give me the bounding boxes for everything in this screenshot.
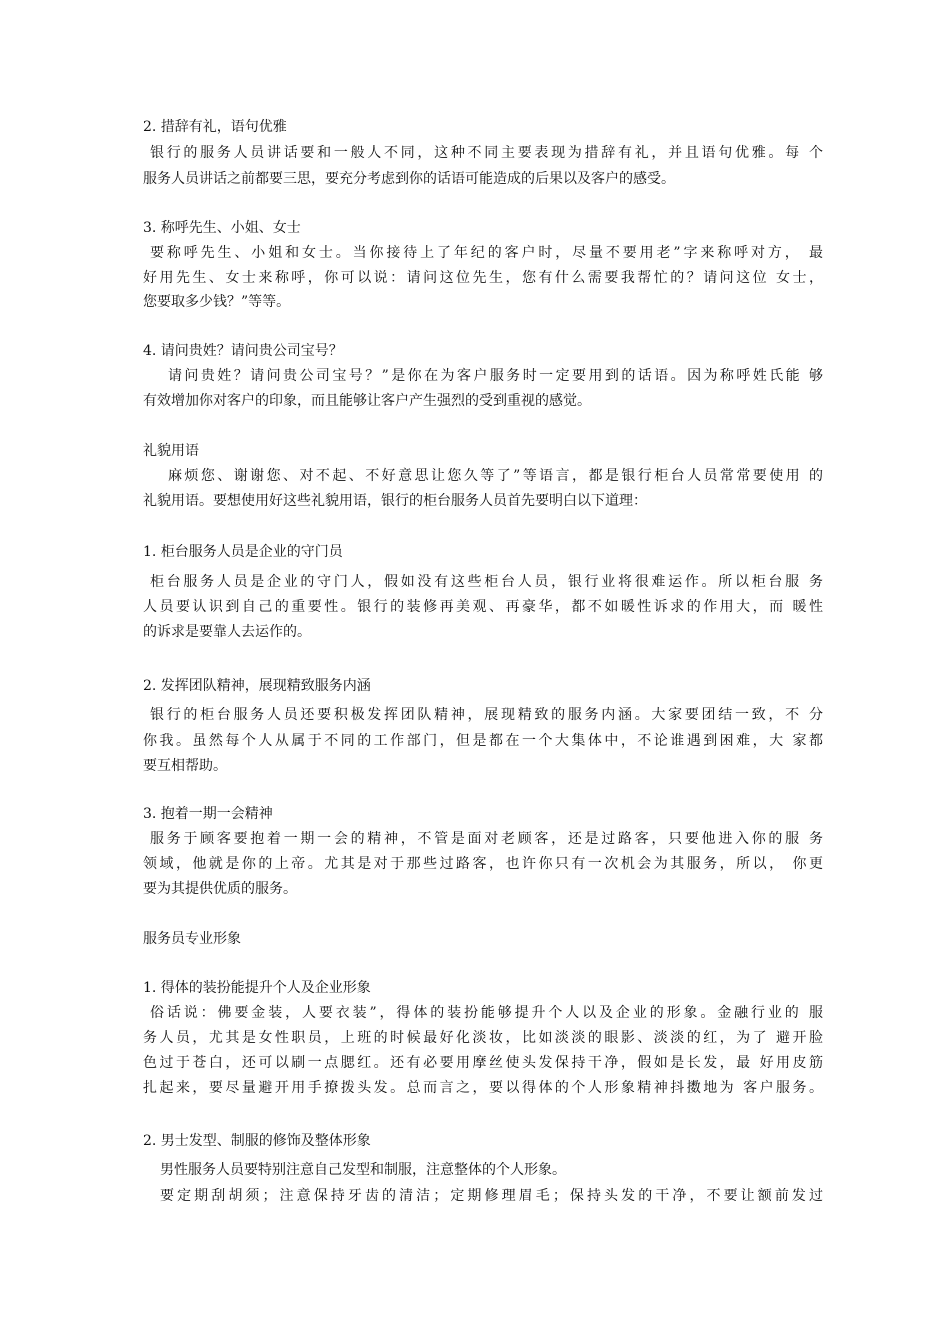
section-heading: 1. 得体的装扮能提升个人及企业形象 [143, 980, 371, 996]
paragraph-line: 银行的服务人员讲话要和一般人不同，这种不同主要表现为措辞有礼，并且语句优雅。每 个 [150, 145, 823, 161]
paragraph-line: 好用先生、女士来称呼，你可以说：请问这位先生，您有什么需要我帮忙的？请问这位 女士， [143, 270, 823, 286]
section-heading: 1. 柜台服务人员是企业的守门员 [143, 544, 343, 560]
paragraph-line: 请问贵姓？请问贵公司宝号？”是你在为客户服务时一定要用到的话语。因为称呼姓氏能 够 [168, 368, 823, 384]
paragraph-line: 您要取多少钱？”等等。 [143, 294, 291, 310]
paragraph-line: 礼貌用语。要想使用好这些礼貌用语，银行的柜台服务人员首先要明白以下道理： [143, 493, 647, 509]
section-heading: 服务员专业形象 [143, 931, 241, 947]
paragraph-line: 务人员，尤其是女性职员，上班的时候最好化淡妆，比如淡淡的眼影、淡淡的红，为了 避开脸 [143, 1030, 823, 1046]
section-heading: 2. 措辞有礼，语句优雅 [143, 119, 287, 135]
paragraph-line: 要为其提供优质的服务。 [143, 881, 297, 897]
paragraph-line: 俗话说：佛要金装，人要衣装”，得体的装扮能够提升个人以及企业的形象。金融行业的 服 [150, 1005, 823, 1021]
paragraph-line: 的诉求是要靠人去运作的。 [143, 624, 311, 640]
paragraph-line: 服务人员讲话之前都要三思，要充分考虑到你的话语可能造成的后果以及客户的感受。 [143, 171, 675, 187]
paragraph-line: 人员要认识到自己的重要性。银行的装修再美观、再豪华，都不如暖性诉求的作用大，而 暖性 [143, 599, 823, 615]
paragraph-line: 要称呼先生、小姐和女士。当你接待上了年纪的客户时，尽量不要用老”字来称呼对方， 最 [150, 245, 823, 261]
paragraph-line: 你我。虽然每个人从属于不同的工作部门，但是都在一个大集体中，不论谁遇到困难，大 家都 [143, 733, 823, 749]
paragraph-line: 麻烦您、谢谢您、对不起、不好意思让您久等了”等语言，都是银行柜台人员常常要使用 的 [168, 468, 823, 484]
section-heading: 礼貌用语 [143, 443, 199, 459]
paragraph-line: 柜台服务人员是企业的守门人，假如没有这些柜台人员，银行业将很难运作。所以柜台服 务 [150, 574, 823, 590]
section-heading: 4. 请问贵姓？请问贵公司宝号？ [143, 343, 343, 359]
paragraph-line: 男性服务人员要特别注意自己发型和制服，注意整体的个人形象。 [160, 1162, 566, 1178]
paragraph-line: 有效增加你对客户的印象，而且能够让客户产生强烈的受到重视的感觉。 [143, 393, 591, 409]
paragraph-line: 要定期刮胡须；注意保持牙齿的清洁；定期修理眉毛；保持头发的干净，不要让额前发过 [160, 1188, 823, 1204]
paragraph-line: 要互相帮助。 [143, 758, 227, 774]
paragraph-line: 色过于苍白，还可以刷一点腮红。还有必要用摩丝使头发保持干净，假如是长发，最 好用皮筋 [143, 1055, 823, 1071]
section-heading: 2. 男士发型、制服的修饰及整体形象 [143, 1133, 371, 1149]
paragraph-line: 服务于顾客要抱着一期一会的精神，不管是面对老顾客，还是过路客，只要他进入你的服 务 [150, 831, 823, 847]
section-heading: 3. 抱着一期一会精神 [143, 806, 273, 822]
paragraph-line: 银行的柜台服务人员还要积极发挥团队精神，展现精致的服务内涵。大家要团结一致，不 分 [150, 707, 823, 723]
paragraph-line: 领域，他就是你的上帝。尤其是对于那些过路客，也许你只有一次机会为其服务，所以， 你更 [143, 856, 823, 872]
paragraph-line: 扎起来，要尽量避开用手撩拨头发。总而言之，要以得体的个人形象精神抖擞地为 客户服务。 [143, 1080, 823, 1096]
section-heading: 2. 发挥团队精神，展现精致服务内涵 [143, 678, 371, 694]
section-heading: 3. 称呼先生、小姐、女士 [143, 220, 301, 236]
